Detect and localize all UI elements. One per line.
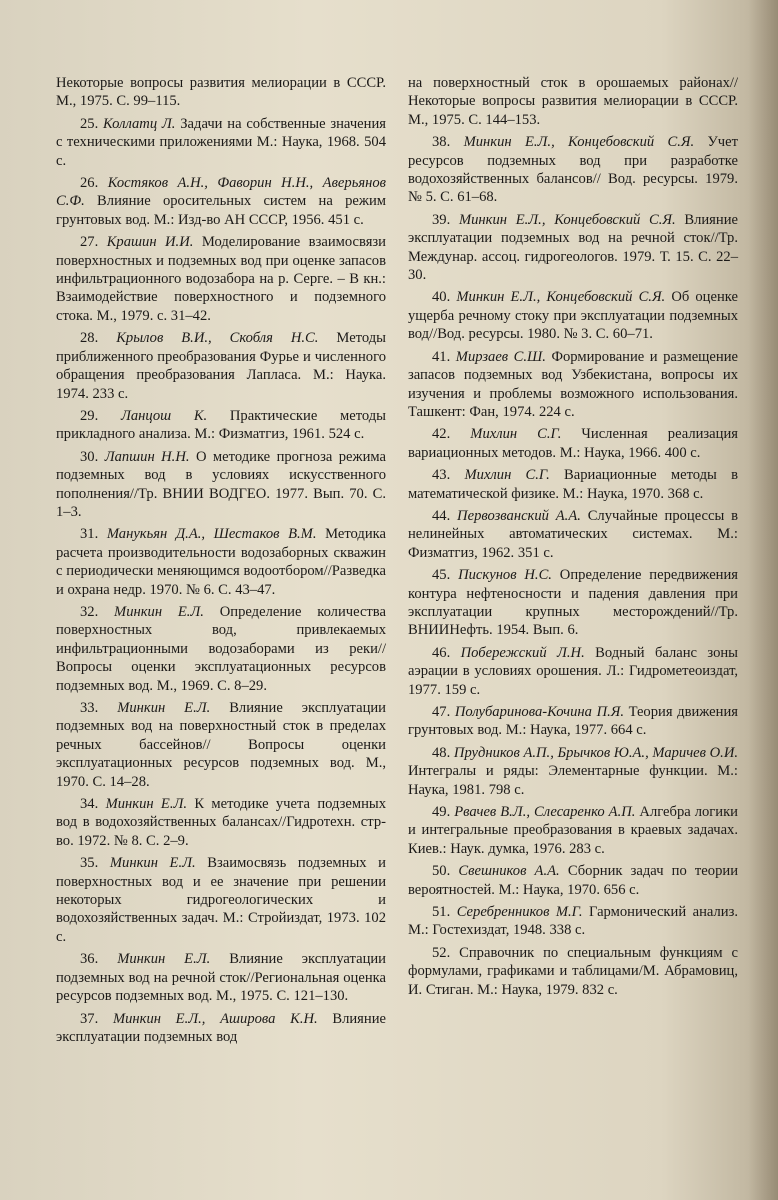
- reference-text: О методике прогноза режима подземных вод в условиях искусственного пополнения//Тр. ВНИИ ВОДГЕО. 1977. Вып. 70. С. 1–3.: [56, 448, 387, 520]
- reference-entry: [408, 803, 738, 858]
- reference-text: на поверхностный сток в орошаемых районах//Некоторые вопросы развития мелиорации в СССР. М., 1975. С. 144–153.: [408, 75, 738, 128]
- reference-text: Влияние эксплуатации подземных вод на речной сток//Тр. Междунар. ассоц. гидрогеологов. 1979. Т. 15. С. 22–30.: [408, 211, 738, 284]
- reference-text: Водный баланс зоны аэрации в условиях орошения. Л.: Гидрометеоиздат, 1977. 159 с.: [408, 644, 738, 698]
- reference-author: Михлин С.Г.: [470, 426, 562, 443]
- page-edge-shadow: [748, 0, 778, 1200]
- reference-author: Мирзаев С.Ш.: [455, 348, 546, 365]
- reference-author: Серебренников М.Г.: [456, 904, 583, 921]
- reference-number: 34.: [80, 796, 99, 813]
- reference-entry: [56, 854, 386, 946]
- reference-author: Коллатц Л.: [103, 115, 176, 132]
- reference-entry: [56, 699, 386, 791]
- reference-text: Справочник по специальным функциям с формулами, графиками и таблицами/М. Абрамовиц, И. Стиган. М.: Наука, 1979. 832 с.: [408, 944, 738, 998]
- reference-entry: [56, 115, 386, 170]
- reference-entry: [408, 862, 738, 899]
- reference-entry: [408, 944, 738, 999]
- reference-entry: [56, 174, 386, 229]
- reference-author: Михлин С.Г.: [464, 467, 550, 484]
- reference-number: 25.: [80, 115, 99, 132]
- reference-number: 50.: [432, 863, 451, 880]
- reference-author: Минкин Е.Л., Концебовский С.Я.: [458, 211, 676, 228]
- reference-author: Минкин Е.Л., Концебовский С.Я.: [463, 134, 695, 151]
- reference-text: Об оценке ущерба речному стоку при эксплуатации подземных вод//Вод. ресурсы. 1980. № 3. С. 60–71.: [408, 289, 738, 343]
- reference-number: 49.: [432, 804, 451, 821]
- reference-entry: [408, 903, 738, 940]
- reference-text: Моделирование взаимосвязи поверхностных и подземных вод при оценке запасов инфильтрационного водозабора на р. Серге. – В кн.: Взаимодействие поверхностного и подземного стока. М., 1979. с. 31–42.: [56, 234, 386, 324]
- reference-author: Манукьян Д.А., Шестаков В.М.: [106, 526, 317, 543]
- reference-number: 27.: [80, 234, 99, 251]
- reference-entry: [408, 425, 738, 462]
- reference-entry: [408, 211, 738, 285]
- reference-text: Определение количества поверхностных вод, привлекаемых инфильтрационными водозаборами из реки//Вопросы оценки эксплуатационных ресурсов подземных вод. М., 1969. С. 8–29.: [56, 603, 386, 694]
- reference-number: 35.: [80, 855, 99, 872]
- reference-entry: [56, 950, 386, 1005]
- reference-number: 38.: [432, 134, 451, 151]
- reference-entry: [408, 288, 738, 343]
- reference-author: Минкин Е.Л.: [109, 855, 196, 872]
- reference-text: Учет ресурсов подземных вод при разработке водохозяйственных балансов// Вод. ресурсы. 1979. № 5. С. 61–68.: [408, 134, 738, 206]
- reference-text: Формирование и размещение запасов подземных вод Узбекистана, вопросы их изучения и проблемы возможного использования. Ташкент: Фан, 1974. 224 с.: [408, 348, 738, 420]
- reference-entry: [408, 74, 738, 129]
- reference-number: 40.: [432, 289, 451, 306]
- reference-entry: [56, 1010, 386, 1047]
- reference-number: 39.: [432, 211, 451, 228]
- reference-text: Задачи на собственные значения с техническими приложениями М.: Наука, 1968. 504 с.: [56, 115, 386, 169]
- reference-author: Лапшин Н.Н.: [104, 448, 190, 465]
- reference-text: Определение передвижения контура нефтеносности и падения давления при эксплуатации крупных месторождений//Тр. ВНИИНефть. 1954. Вып. 6.: [408, 567, 738, 639]
- reference-text: Методика расчета производительности водозаборных скважин с периодически меняющимся водоотбором//Разведка и охрана недр. 1970. № 6. С. 43–47.: [56, 526, 386, 598]
- right-column: [408, 74, 738, 1200]
- reference-author: Минкин Е.Л., Концебовский С.Я.: [456, 289, 666, 306]
- reference-text: Влияние эксплуатации подземных вод на речной сток//Региональная оценка ресурсов подземных вод. М., 1975. С. 121–130.: [56, 951, 386, 1005]
- reference-author: Пискунов Н.С.: [458, 567, 552, 584]
- reference-author: Первозванский А.А.: [457, 507, 581, 524]
- reference-author: Рвачев В.Л., Слесаренко А.П.: [454, 804, 636, 821]
- reference-number: 44.: [432, 507, 451, 524]
- reference-entry: [408, 348, 738, 422]
- reference-entry: [408, 703, 738, 740]
- reference-author: Минкин Е.Л.: [114, 603, 204, 620]
- reference-author: Побережский Л.Н.: [460, 644, 585, 661]
- reference-number: 48.: [432, 744, 451, 761]
- reference-author: Полубаринова-Кочина П.Я.: [454, 704, 624, 720]
- reference-number: 36.: [80, 951, 99, 968]
- reference-author: Прудников А.П., Брычков Ю.А., Маричев О.И.: [453, 744, 739, 761]
- reference-entry: [408, 466, 738, 503]
- reference-author: Минкин Е.Л.: [117, 700, 211, 716]
- reference-text: Методы приближенного преобразования Фурье и численного обращения преобразования Лапласа. М.: Наука. 1974. 233 с.: [56, 330, 386, 402]
- reference-author: Костяков А.Н., Фаворин Н.Н., Аверьянов С.Ф.: [56, 175, 386, 210]
- reference-number: 52.: [432, 944, 451, 961]
- reference-text: Влияние эксплуатации подземных вод: [56, 1010, 386, 1045]
- reference-number: 41.: [432, 348, 451, 365]
- reference-author: Минкин Е.Л., Аширова К.Н.: [112, 1010, 318, 1027]
- reference-text: Влияние эксплуатации подземных вод на поверхностный сток в пределах речных бассейнов// Вопросы оценки эксплуатационных ресурсов подземных вод. М., 1970. С. 14–28.: [56, 700, 386, 790]
- reference-text: Гармонический анализ. М.: Гостехиздат, 1948. 338 с.: [408, 904, 739, 939]
- reference-text: Случайные процессы в нелинейных автоматических системах. М.: Физматгиз, 1962. 351 с.: [408, 507, 738, 561]
- reference-entry: [56, 74, 386, 111]
- reference-text: Алгебра логики и интегральные преобразования в краевых задачах. Киев.: Наук. думка, 1976. 283 с.: [408, 804, 738, 857]
- reference-author: Минкин Е.Л.: [117, 951, 211, 968]
- reference-entry: [56, 448, 386, 522]
- left-column: [56, 74, 386, 1200]
- reference-entry: [56, 233, 386, 325]
- reference-number: 37.: [80, 1010, 99, 1027]
- reference-entry: [408, 133, 738, 207]
- reference-text: Теория движения грунтовых вод. М.: Наука, 1977. 664 с.: [408, 704, 738, 739]
- reference-number: 43.: [432, 467, 451, 484]
- reference-author: Ланцош К.: [120, 407, 208, 424]
- reference-number: 30.: [80, 448, 99, 465]
- reference-number: 29.: [80, 407, 99, 424]
- reference-text: Интегралы и ряды: Элементарные функции. М.: Наука, 1981. 798 с.: [408, 763, 738, 798]
- reference-text: Взаимосвязь подземных и поверхностных вод и ее значение при решении некоторых гидрогеологических и водохозяйственных задач. М.: Стройиздат, 1973. 102 с.: [56, 855, 386, 945]
- reference-entry: [408, 644, 738, 699]
- reference-entry: [408, 566, 738, 640]
- reference-entry: [56, 795, 386, 850]
- reference-entry: [56, 525, 386, 599]
- reference-entry: [56, 407, 386, 444]
- reference-text: К методике учета подземных вод в водохозяйственных балансах//Гидротехн. стр-во. 1972. № 8. С. 2–9.: [56, 796, 386, 849]
- reference-author: Минкин Е.Л.: [105, 796, 188, 813]
- reference-number: 26.: [80, 175, 99, 192]
- reference-number: 31.: [80, 526, 99, 543]
- reference-entry: [56, 329, 386, 403]
- reference-number: 46.: [432, 644, 451, 661]
- reference-author: Крылов В.И., Скобля Н.С.: [116, 330, 319, 347]
- reference-author: Крашин И.И.: [106, 234, 194, 251]
- reference-text: Численная реализация вариационных методов. М.: Наука, 1966. 400 с.: [408, 426, 738, 461]
- reference-entry: [56, 603, 386, 695]
- reference-number: 47.: [432, 704, 451, 720]
- reference-entry: [408, 744, 738, 799]
- reference-text: Некоторые вопросы развития мелиорации в СССР. М., 1975. С. 99–115.: [56, 75, 386, 110]
- reference-number: 51.: [432, 904, 451, 921]
- reference-text: Практические методы прикладного анализа. М.: Физматгиз, 1961. 524 с.: [56, 407, 386, 443]
- reference-author: Свешников А.А.: [458, 863, 560, 880]
- reference-text: Сборник задач по теории вероятностей. М.: Наука, 1970. 656 с.: [408, 863, 738, 898]
- reference-text: Вариационные методы в математической физике. М.: Наука, 1970. 368 с.: [408, 467, 738, 502]
- reference-number: 45.: [432, 567, 451, 584]
- reference-entry: [408, 507, 738, 562]
- reference-number: 42.: [432, 426, 451, 443]
- reference-text: Влияние оросительных систем на режим грунтовых вод. М.: Изд-во АН СССР, 1956. 451 с.: [56, 193, 386, 228]
- reference-number: 32.: [80, 603, 99, 620]
- reference-number: 28.: [80, 330, 99, 347]
- reference-number: 33.: [80, 700, 99, 716]
